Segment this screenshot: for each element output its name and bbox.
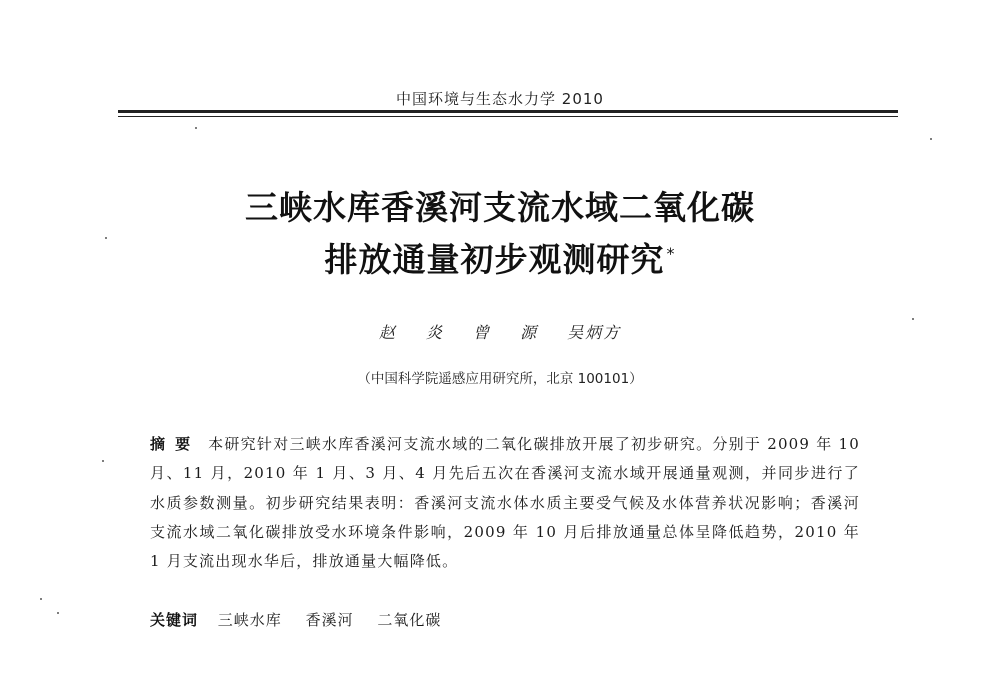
- paper-title-line-2: [0, 234, 1000, 281]
- abstract: [150, 430, 860, 576]
- scan-speck: [102, 460, 104, 462]
- scan-speck: [912, 318, 914, 320]
- keywords: [150, 609, 459, 630]
- title-footnote-mark: *: [666, 244, 676, 263]
- scan-speck: [105, 237, 107, 239]
- keyword-item: 二氧化碳: [377, 611, 442, 629]
- keyword-item: 香溪河: [305, 611, 354, 629]
- keywords-label: 关键词: [150, 611, 199, 629]
- author-list: 赵 炎 曾 源 吴炳方: [378, 323, 622, 342]
- paper-title-line-1: [0, 182, 1000, 229]
- header-rule-thin: [118, 116, 898, 117]
- scan-speck: [195, 127, 197, 129]
- header-rule-thick: [118, 110, 898, 113]
- scan-speck: [40, 598, 42, 600]
- abstract-label: 摘要: [150, 435, 201, 453]
- running-header: 中国环境与生态水力学 2010: [396, 90, 604, 108]
- abstract-text: 本研究针对三峡水库香溪河支流水域的二氧化碳排放开展了初步研究。分别于 2009 年 10 月、11 月，2010 年 1 月、3 月、4 月先后五次在香溪河支流水域开展通量观测，并同步进行了水质参数测量。初步研究结果表明：香溪河支流水体水质主要受气候及水体营养状况影响；香溪河支流水域二氧化碳排放受水环境条件影响，2009 年 10 月后排放通量总体呈降低趋势，2010 年 1 月支流出现水华后，排放通量大幅降低。: [150, 435, 860, 571]
- keyword-item: 三峡水库: [217, 611, 282, 629]
- affiliation: （中国科学院遥感应用研究所，北京 100101）: [357, 371, 643, 387]
- scan-speck: [57, 612, 59, 614]
- title-line-2-text: 排放通量初步观测研究: [324, 240, 665, 279]
- scan-speck: [930, 138, 932, 140]
- title-line-1-text: 三峡水库香溪河支流水域二氧化碳: [245, 188, 755, 227]
